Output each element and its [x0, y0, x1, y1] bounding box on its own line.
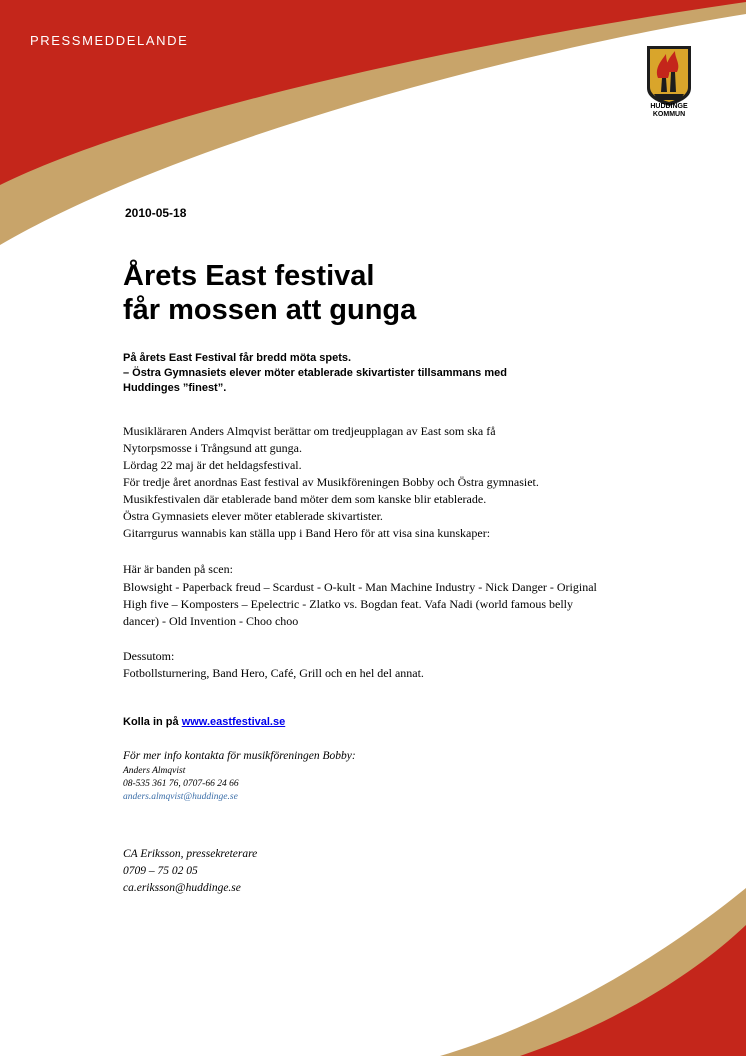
logo-wordmark [634, 103, 704, 119]
logo-line2: KOMMUN [652, 111, 686, 118]
press-release-label: PRESSMEDDELANDE [30, 33, 189, 48]
press-name: CA Eriksson, pressekreterare [123, 848, 258, 860]
contact-block [123, 750, 356, 804]
contact-email[interactable]: anders.almqvist@huddinge.se [123, 792, 238, 802]
bands-heading: Här är banden på scen: [123, 562, 233, 576]
body-paragraph [123, 423, 623, 542]
extras-heading: Dessutom: [123, 649, 175, 663]
lead-line3: Huddinges ”finest”. [123, 382, 227, 394]
release-date: 2010-05-18 [125, 206, 187, 220]
body-line: Musikläraren Anders Almqvist berättar om tredjeupplagan av East som ska få [123, 424, 496, 438]
body-line: Musikfestivalen där etablerade band möter dem som kanske blir etablerade. [123, 492, 487, 506]
extras-text: Fotbollsturnering, Band Hero, Café, Grill och en hel del annat. [123, 666, 424, 680]
contact-phones: 08-535 361 76, 0707-66 24 66 [123, 779, 239, 789]
headline [123, 259, 416, 327]
lead-line1: På årets East Festival får bredd möta spets. [123, 352, 352, 364]
press-contact [123, 846, 257, 897]
press-phone: 0709 – 75 02 05 [123, 865, 198, 877]
body-line: Lördag 22 maj är det heldagsfestival. [123, 458, 302, 472]
headline-line1: Årets East festival [123, 260, 375, 292]
body-line: Nytorpsmosse i Trångsund att gunga. [123, 441, 303, 455]
cta-prefix: Kolla in på [123, 716, 182, 728]
lead-line2: – Östra Gymnasiets elever möter etablerade skivartister tillsammans med [123, 367, 507, 379]
contact-intro: För mer info kontakta för musikföreningen Bobby: [123, 750, 356, 762]
body-line: Östra Gymnasiets elever möter etablerade skivartister. [123, 509, 383, 523]
lead-paragraph [123, 351, 623, 396]
bands-list: Blowsight - Paperback freud – Scardust - O-kult - Man Machine Industry - Nick Danger - Original High five – Komposters – Epelectric - Zlatko vs. Bogdan feat. Vafa Nadi (world famous belly dancer) - Old Invention - Choo choo [123, 580, 597, 628]
festival-website-link[interactable]: www.eastfestival.se [181, 716, 286, 728]
body-line: För tredje året anordnas East festival av Musikföreningen Bobby och Östra gymnasiet. [123, 475, 539, 489]
call-to-action [123, 716, 285, 728]
headline-line2: får mossen att gunga [123, 294, 417, 326]
press-email: ca.eriksson@huddinge.se [123, 882, 241, 894]
contact-name: Anders Almqvist [123, 766, 186, 776]
body-line: Gitarrgurus wannabis kan ställa upp i Band Hero för att visa sina kunskaper: [123, 526, 491, 540]
logo-line1: HUDDINGE [650, 103, 688, 110]
